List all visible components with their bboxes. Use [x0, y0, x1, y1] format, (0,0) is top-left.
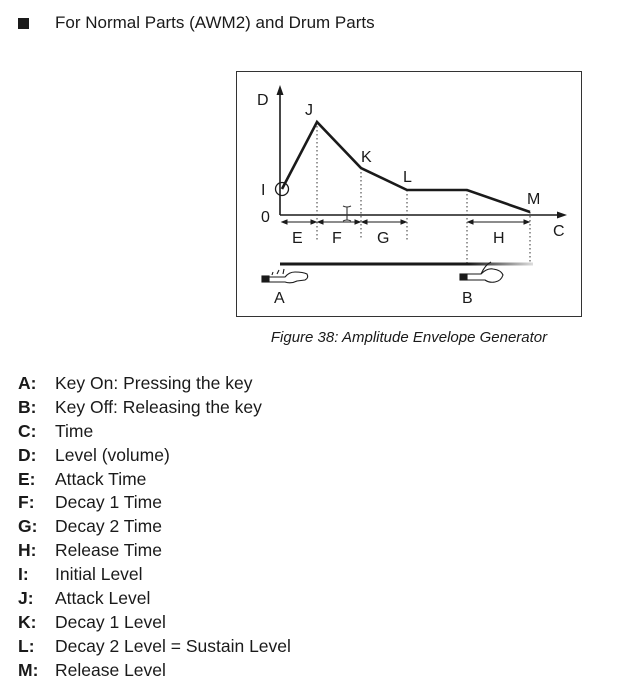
legend-desc: Decay 2 Level = Sustain Level [55, 635, 291, 656]
legend-key: F: [18, 492, 35, 513]
release-fade-bar [469, 263, 533, 266]
legend-key: H: [18, 540, 37, 561]
list-item [18, 396, 291, 420]
legend-key: A: [18, 373, 37, 393]
list-item [18, 444, 291, 468]
label-L: L [403, 169, 412, 186]
legend-desc: Time [55, 420, 94, 441]
figure-caption: Figure 38: Amplitude Envelope Generator [270, 329, 548, 346]
label-H: H [493, 230, 505, 247]
label-A: A [274, 290, 285, 307]
legend-desc: Level (volume) [55, 444, 170, 465]
legend-key: B: [18, 396, 37, 417]
legend-desc: Decay 1 Time [55, 492, 162, 513]
label-C: C [553, 223, 565, 240]
legend-key: J: [18, 588, 34, 609]
label-M: M [527, 191, 541, 208]
legend-desc: Release Time [55, 540, 162, 561]
legend-desc: Initial Level [55, 564, 143, 585]
time-axis [280, 212, 567, 219]
legend-list [18, 372, 291, 683]
list-item [18, 468, 291, 492]
list-item [18, 491, 291, 515]
time-interval-arrows [282, 220, 529, 224]
label-K: K [361, 149, 372, 166]
legend-key: G: [18, 516, 38, 537]
section-heading-text: For Normal Parts (AWM2) and Drum Parts [55, 13, 375, 32]
text-cursor-icon [343, 206, 351, 221]
list-item [18, 659, 291, 683]
label-D: D [257, 92, 269, 109]
list-item [18, 635, 291, 659]
legend-key: E: [18, 468, 36, 489]
envelope-curve [282, 122, 530, 212]
right-arrow-icon [557, 212, 567, 219]
list-item [18, 563, 291, 587]
legend-key: D: [18, 444, 37, 465]
legend-desc: Release Level [55, 659, 166, 680]
label-I: I [261, 182, 266, 199]
legend-desc: Key On: Pressing the key [55, 373, 253, 393]
legend-desc: Decay 1 Level [55, 611, 166, 632]
legend-key: K: [18, 611, 37, 632]
list-item [18, 420, 291, 444]
legend-key: M: [18, 659, 39, 680]
list-item [18, 587, 291, 611]
label-E: E [292, 230, 303, 247]
label-B: B [462, 290, 473, 307]
label-F: F [332, 230, 342, 247]
legend-desc: Decay 2 Time [55, 516, 162, 537]
up-arrow-icon [277, 85, 284, 95]
list-item [18, 611, 291, 635]
legend-desc: Key Off: Releasing the key [55, 396, 262, 417]
envelope-diagram [237, 72, 583, 318]
label-J: J [305, 102, 313, 119]
legend-key: L: [18, 635, 35, 656]
list-item [18, 372, 291, 396]
legend-key: I: [18, 564, 29, 585]
label-zero: 0 [261, 209, 270, 226]
list-item [18, 515, 291, 539]
legend-key: C: [18, 420, 37, 441]
section-heading [18, 13, 375, 33]
label-G: G [377, 230, 390, 247]
square-bullet-icon [18, 18, 29, 29]
legend-desc: Attack Level [55, 588, 151, 609]
legend-desc: Attack Time [55, 468, 147, 489]
list-item [18, 539, 291, 563]
envelope-figure [236, 71, 582, 317]
key-on-hand-icon [262, 269, 308, 283]
